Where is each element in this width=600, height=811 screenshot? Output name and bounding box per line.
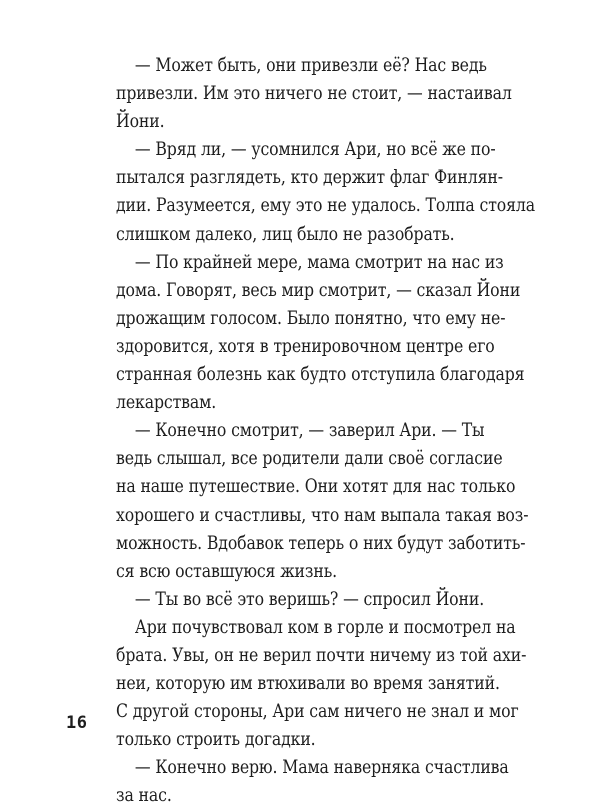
text-line: — Ты во всё это веришь? — спросил Йони. xyxy=(134,588,485,610)
text-line: — Вряд ли, — усомнился Ари, но всё же по- xyxy=(134,139,496,161)
text-line: дрожащим голосом. Было понятно, что ему не- xyxy=(116,307,506,329)
text-line: странная болезнь как будто отступила благодаря xyxy=(116,364,525,386)
text-line: Ари почувствовал ком в горле и посмотрел на xyxy=(134,616,516,638)
body-text xyxy=(116,52,536,811)
text-line: дома. Говорят, весь мир смотрит, — сказал Йони xyxy=(116,279,521,301)
text-line: ся всю оставшуюся жизнь. xyxy=(116,560,337,582)
text-line: хорошего и счастливы, что нам выпала такая воз- xyxy=(116,504,529,526)
text-line: за нас. xyxy=(116,785,172,807)
text-line: Йони. xyxy=(116,111,165,133)
text-line: привезли. Им это ничего не стоит, — настаивал xyxy=(116,83,512,105)
text-line: здоровится, хотя в тренировочном центре его xyxy=(116,335,495,357)
text-line: слишком далеко, лиц было не разобрать. xyxy=(116,223,455,245)
text-line: неи, которую им втюхивали во время занятий. xyxy=(116,673,500,695)
text-line: дии. Разумеется, ему это не удалось. Толпа стояла xyxy=(116,195,536,217)
text-line: пытался разглядеть, кто держит флаг Финлян- xyxy=(116,167,503,189)
text-line: на наше путешествие. Они хотят для нас только xyxy=(116,476,516,498)
text-line: С другой стороны, Ари сам ничего не знал и мог xyxy=(116,701,519,723)
text-line: — Конечно смотрит, — заверил Ари. — Ты xyxy=(134,420,485,442)
text-line: ведь слышал, все родители дали своё согласие xyxy=(116,448,503,470)
text-line: лекарствам. xyxy=(116,392,217,414)
text-line: можность. Вдобавок теперь о них будут заботить- xyxy=(116,532,526,554)
text-line: — По крайней мере, мама смотрит на нас из xyxy=(134,251,504,273)
text-line: — Конечно верю. Мама наверняка счастлива xyxy=(134,757,509,779)
text-line: — Может быть, они привезли её? Нас ведь xyxy=(134,55,487,76)
text-line: брата. Увы, он не верил почти ничему из той ахи- xyxy=(116,644,527,666)
text-line: только строить догадки. xyxy=(116,729,316,751)
page-number: 16 xyxy=(66,713,88,733)
